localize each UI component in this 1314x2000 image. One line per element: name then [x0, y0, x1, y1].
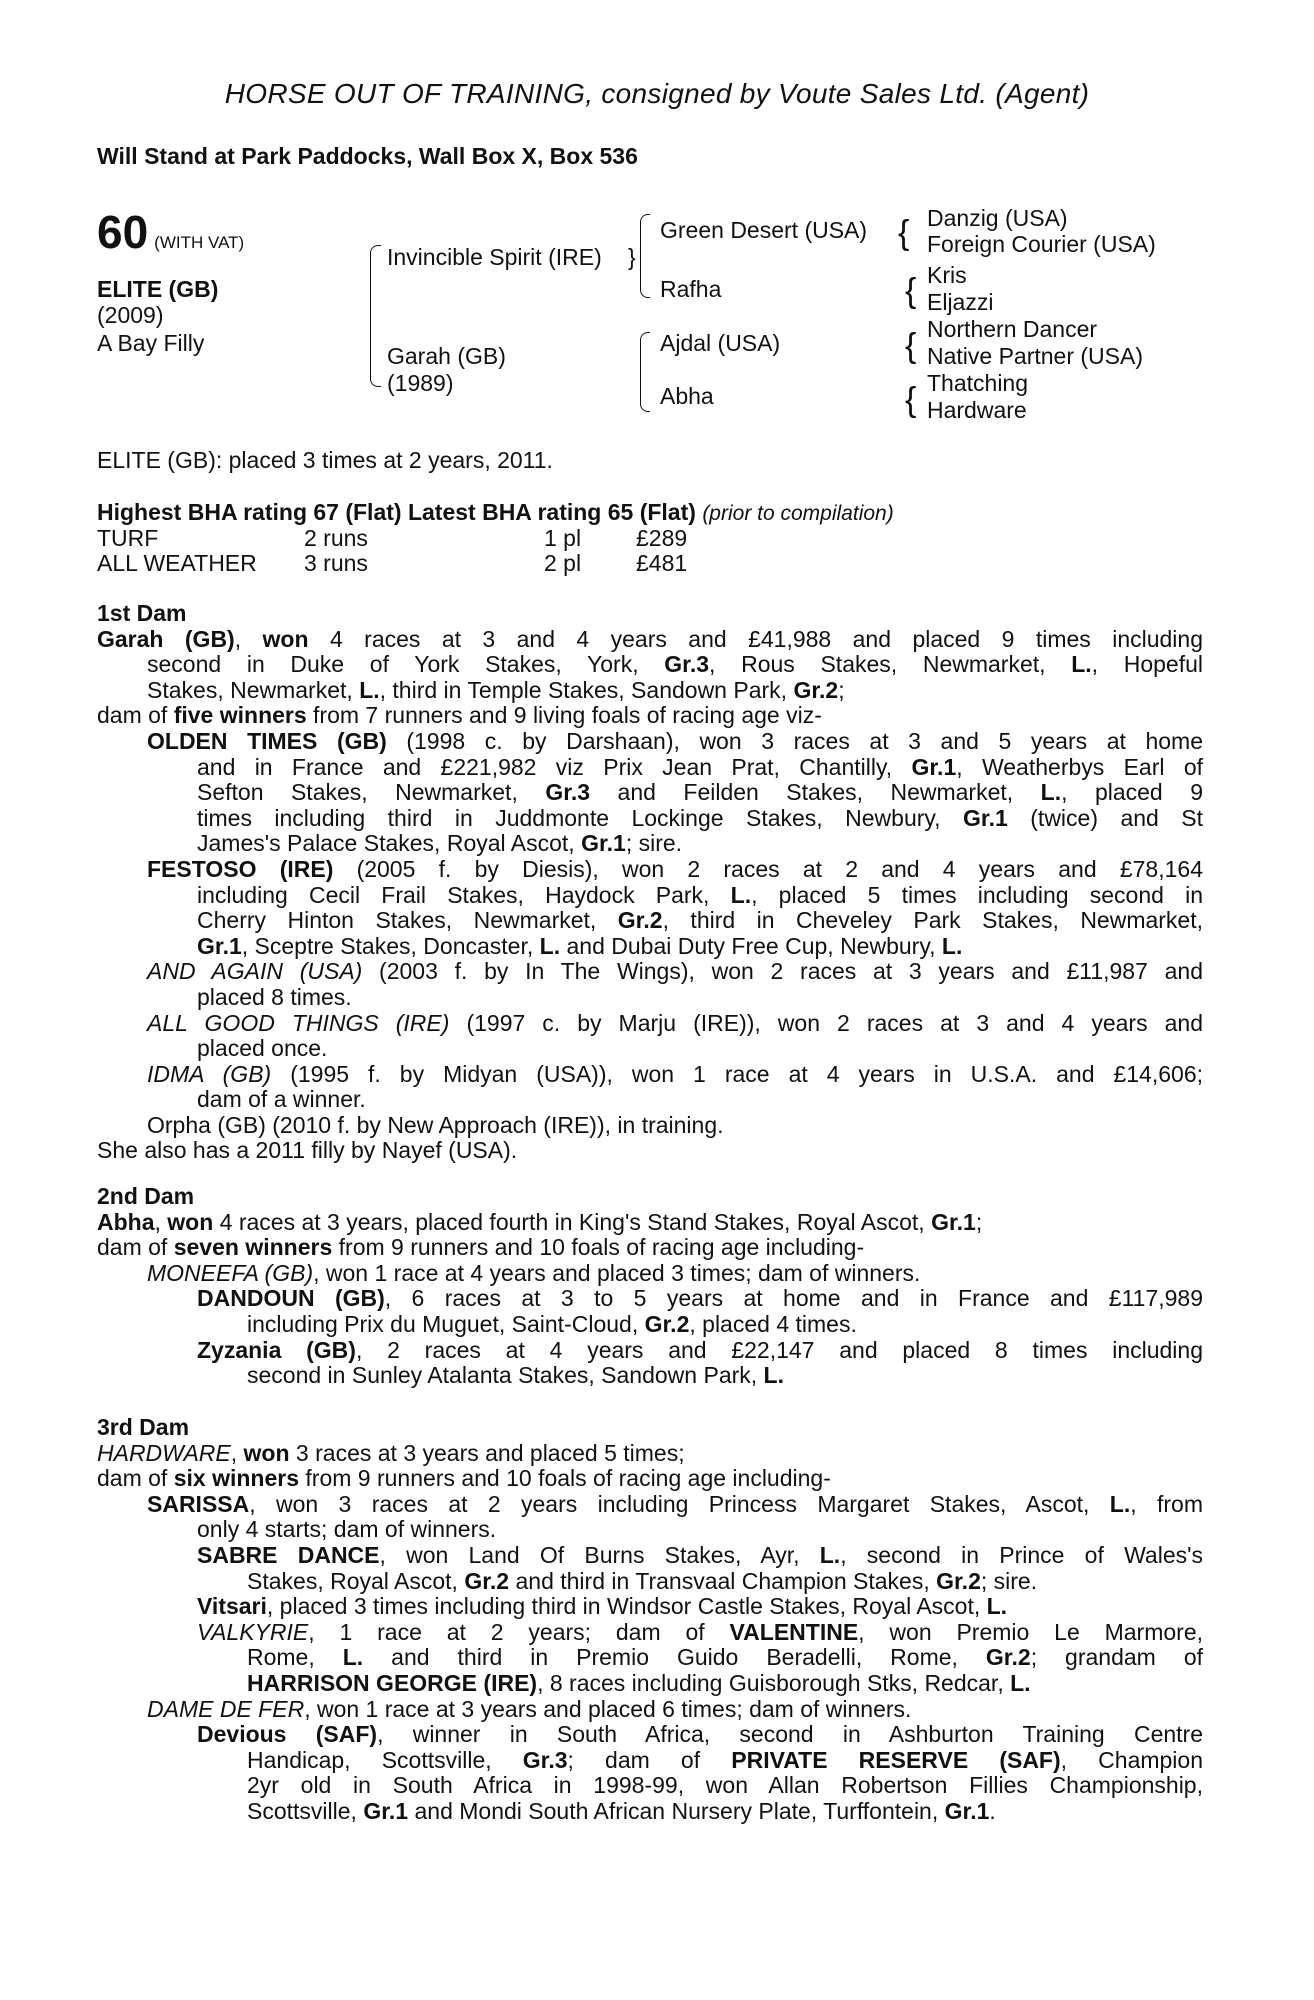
text-span: ; — [975, 1208, 983, 1235]
pedigree-sire-dam: Rafha — [660, 276, 722, 302]
text-span: L. — [539, 932, 561, 959]
text-line: She also has a 2011 filly by Nayef (USA). — [97, 1137, 518, 1164]
text-span: Gr.2 — [644, 1310, 690, 1337]
text-span: and Feilden Stakes, Newmarket, — [590, 779, 1041, 806]
race-record-table — [97, 526, 687, 576]
text-span: L. — [1109, 1490, 1131, 1517]
text-span: Gr.1 — [197, 932, 242, 959]
text-span: , 2 races at 4 years and £22,147 and placed 8 times including — [355, 1336, 1203, 1363]
text-span: L. — [1010, 1669, 1031, 1696]
race-summary: ELITE (GB): placed 3 times at 2 years, 2011. — [97, 447, 553, 473]
text-span: , won 3 races at 2 years including Princess Margaret Stakes, Ascot, — [249, 1490, 1110, 1517]
text-span: from 9 runners and 10 foals of racing age including- — [332, 1234, 865, 1261]
text-span: , 1 race at 2 years; dam of — [308, 1618, 730, 1645]
text-span: (twice) and St — [1007, 804, 1204, 831]
text-span: , 8 races including Guisborough Stks, Redcar, — [537, 1669, 1011, 1696]
text-span: and in France and £221,982 viz Prix Jean Prat, Chantilly, — [197, 753, 912, 780]
pedigree-gg3: Kris — [927, 262, 967, 288]
text-line — [97, 1210, 1203, 1236]
text-span: Gr.2 — [464, 1567, 510, 1594]
pedigree-gg2: Foreign Courier (USA) — [927, 231, 1156, 257]
lot-number-block — [97, 205, 244, 259]
text-line — [97, 1748, 1203, 1774]
text-line: only 4 starts; dam of winners. — [197, 1516, 497, 1543]
text-span: ; sire. — [625, 830, 683, 857]
text-span: won — [167, 1208, 214, 1235]
text-line — [97, 1312, 1203, 1338]
text-span: ; grandam of — [1030, 1644, 1203, 1671]
text-span: DANDOUN (GB) — [197, 1285, 385, 1312]
pedigree-gg6: Native Partner (USA) — [927, 343, 1144, 369]
text-line — [97, 755, 1203, 781]
page-title: HORSE OUT OF TRAINING, consigned by Voute Sales Ltd. (Agent) — [224, 78, 1090, 109]
text-span: SARISSA — [147, 1490, 250, 1517]
text-line — [97, 1363, 1203, 1389]
text-line — [97, 1697, 1203, 1723]
text-span: Gr.2 — [985, 1644, 1031, 1671]
text-span: Abha — [97, 1208, 155, 1235]
text-span: (1995 f. by Midyan (USA)), won 1 race at 4 years in U.S.A. and £14,606; — [271, 1060, 1204, 1087]
text-span: HARRISON GEORGE (IRE) — [247, 1669, 538, 1696]
text-span: , placed 4 times. — [689, 1310, 857, 1337]
text-span: . — [989, 1797, 996, 1824]
text-span: FESTOSO (IRE) — [147, 855, 334, 882]
text-span: James's Palace Stakes, Royal Ascot, — [197, 830, 582, 857]
text-line — [97, 1235, 1203, 1261]
text-span: VALENTINE — [729, 1618, 859, 1645]
text-span: , — [230, 1439, 244, 1466]
pedigree-brace — [370, 245, 381, 387]
second-dam-section — [97, 1184, 1203, 1389]
pedigree-brace — [640, 332, 650, 412]
ratings-text: Highest BHA rating 67 (Flat) Latest BHA rating 65 (Flat) — [97, 499, 696, 525]
text-span: five winners — [173, 702, 307, 729]
pedigree-gg8: Hardware — [927, 397, 1027, 423]
text-line — [97, 1799, 1203, 1825]
table-row — [97, 526, 687, 551]
text-span: SABRE DANCE — [197, 1541, 380, 1568]
text-span: , Sceptre Stakes, Doncaster, — [241, 932, 540, 959]
text-line — [97, 1569, 1203, 1595]
text-span: Sefton Stakes, Newmarket, — [197, 779, 546, 806]
pedigree-dam: Garah (GB) — [387, 343, 506, 369]
text-line: placed once. — [197, 1035, 328, 1062]
text-span: including Prix du Muguet, Saint-Cloud, — [247, 1310, 645, 1337]
text-span: L. — [763, 1362, 784, 1389]
text-line — [97, 1594, 1203, 1620]
text-span: , third in Temple Stakes, Sandown Park, — [379, 676, 794, 703]
text-span: PRIVATE RESERVE (SAF) — [731, 1746, 1061, 1773]
text-span: L. — [1040, 779, 1062, 806]
pedigree-brace: { — [905, 272, 917, 310]
text-line — [97, 678, 1203, 704]
text-line — [97, 1286, 1203, 1312]
text-span: 4 races at 3 and 4 years and £41,988 and placed 9 times including — [308, 625, 1203, 652]
text-span: , placed 9 — [1061, 779, 1203, 806]
text-span: Stakes, Newmarket, — [147, 676, 360, 703]
text-line — [97, 883, 1203, 909]
text-span: including Cecil Frail Stakes, Haydock Park, — [197, 881, 731, 908]
text-line — [97, 703, 1203, 729]
text-span: seven winners — [173, 1234, 333, 1261]
text-span: AND AGAIN (USA) — [147, 958, 363, 985]
text-line: dam of a winner. — [197, 1086, 366, 1113]
table-row — [97, 551, 687, 576]
text-span: 3 races at 3 years and placed 5 times; — [289, 1439, 685, 1466]
text-span: Gr.1 — [931, 1208, 976, 1235]
section-heading: 2nd Dam — [97, 1183, 195, 1209]
text-span: and Dubai Duty Free Cup, Newbury, — [560, 932, 942, 959]
text-span: (1998 c. by Darshaan), won 3 races at 3 and 5 years at home — [386, 727, 1203, 754]
text-span: , winner in South Africa, second in Ashburton Training Centre — [377, 1721, 1203, 1748]
text-line — [97, 1492, 1203, 1518]
text-span: Vitsari — [197, 1593, 267, 1620]
text-line — [97, 729, 1203, 755]
pedigree-dam-sire: Ajdal (USA) — [660, 330, 781, 356]
text-line — [97, 1645, 1203, 1671]
lot-number: 60 — [97, 206, 149, 258]
text-span: , third in Cheveley Park Stakes, Newmarket, — [662, 907, 1204, 934]
horse-year: (2009) — [97, 302, 164, 328]
text-span: VALKYRIE — [197, 1618, 309, 1645]
pedigree-gg1: Danzig (USA) — [927, 205, 1068, 231]
text-line: Orpha (GB) (2010 f. by New Approach (IRE)), in training. — [147, 1111, 724, 1138]
text-span: from 7 runners and 9 living foals of racing age viz- — [306, 702, 822, 729]
text-line — [97, 652, 1203, 678]
text-span: , won Premio Le Marmore, — [858, 1618, 1204, 1645]
text-span: ALL GOOD THINGS (IRE) — [147, 1009, 450, 1036]
text-span: IDMA (GB) — [147, 1060, 272, 1087]
section-heading: 1st Dam — [97, 600, 187, 626]
text-span: Gr.1 — [363, 1797, 409, 1824]
pedigree-dam-dam: Abha — [660, 383, 714, 409]
text-line — [97, 1338, 1203, 1364]
text-line — [97, 780, 1203, 806]
text-span: won — [262, 625, 309, 652]
text-span: and Mondi South African Nursery Plate, Turffontein, — [408, 1797, 945, 1824]
text-span: dam of — [97, 1234, 174, 1261]
pedigree-brace: { — [905, 327, 917, 365]
record-runs: 2 runs — [304, 525, 368, 551]
stand-location: Will Stand at Park Paddocks, Wall Box X, Box 536 — [97, 143, 638, 169]
record-placed: 2 pl — [544, 550, 582, 576]
text-span: DAME DE FER — [147, 1695, 305, 1722]
text-span: , placed 5 times including second in — [751, 881, 1203, 908]
text-line — [97, 1671, 1203, 1697]
text-span: , Weatherbys Earl of — [956, 753, 1203, 780]
record-runs: 3 runs — [304, 550, 368, 576]
section-heading: 3rd Dam — [97, 1414, 190, 1440]
text-line: placed 8 times. — [197, 983, 352, 1010]
text-line — [97, 1011, 1203, 1037]
text-span: ; sire. — [980, 1567, 1038, 1594]
text-span: HARDWARE — [97, 1439, 231, 1466]
text-span: Gr.2 — [793, 676, 839, 703]
text-span: L. — [359, 676, 380, 703]
text-span: 4 races at 3 years, placed fourth in King's Stand Stakes, Royal Ascot, — [213, 1208, 932, 1235]
text-span: , Rous Stakes, Newmarket, — [709, 651, 1072, 678]
text-span: L. — [1071, 651, 1092, 678]
text-span: Gr.1 — [581, 830, 626, 857]
pedigree-brace: { — [898, 214, 910, 252]
text-span: , placed 3 times including third in Windsor Castle Stakes, Royal Ascot, — [266, 1593, 987, 1620]
text-span: , from — [1130, 1490, 1204, 1517]
pedigree-gg4: Eljazzi — [927, 289, 994, 315]
text-line — [97, 959, 1203, 985]
text-line — [97, 857, 1203, 883]
record-surface: TURF — [97, 525, 159, 551]
text-span: Gr.1 — [911, 753, 957, 780]
text-span: ; — [838, 676, 845, 703]
text-span: Handicap, Scottsville, — [247, 1746, 523, 1773]
text-span: OLDEN TIMES (GB) — [147, 727, 387, 754]
text-span: L. — [730, 881, 752, 908]
third-dam-section — [97, 1415, 1203, 1825]
text-span: , Hopeful — [1091, 651, 1203, 678]
text-span: , won 1 race at 3 years and placed 6 times; dam of winners. — [304, 1695, 912, 1722]
pedigree-sire-sire: Green Desert (USA) — [660, 217, 868, 243]
text-span: Gr.1 — [944, 1797, 990, 1824]
text-span: Zyzania (GB) — [197, 1336, 356, 1363]
text-span: , Champion — [1060, 1746, 1204, 1773]
text-span: , won 1 race at 4 years and placed 3 times; dam of winners. — [313, 1259, 921, 1286]
text-span: Devious (SAF) — [197, 1721, 378, 1748]
pedigree-sire: Invincible Spirit (IRE) — [387, 244, 602, 270]
text-span: times including third in Juddmonte Lockinge Stakes, Newbury, — [197, 804, 964, 831]
text-span: , — [234, 625, 263, 652]
text-line — [97, 831, 1203, 857]
text-span: L. — [819, 1541, 841, 1568]
text-span: Gr.2 — [617, 907, 663, 934]
record-surface: ALL WEATHER — [97, 550, 257, 576]
text-span: second in Sunley Atalanta Stakes, Sandown Park, — [247, 1362, 764, 1389]
text-span: Gr.2 — [936, 1567, 981, 1594]
text-span: won — [243, 1439, 290, 1466]
text-span: Rome, — [247, 1644, 343, 1671]
text-span: ; dam of — [567, 1746, 732, 1773]
text-span: second in Duke of York Stakes, York, — [147, 651, 665, 678]
record-prize: £481 — [636, 550, 688, 576]
record-placed: 1 pl — [544, 525, 582, 551]
text-span: (1997 c. by Marju (IRE)), won 2 races at 3 and 4 years and — [449, 1009, 1203, 1036]
pedigree-dam-year: (1989) — [387, 370, 454, 396]
text-line — [97, 1620, 1203, 1646]
pedigree-gg5: Northern Dancer — [927, 316, 1098, 342]
text-line — [97, 627, 1203, 653]
lot-vat: (WITH VAT) — [154, 233, 245, 252]
text-span: L. — [986, 1593, 1008, 1620]
text-span: L. — [941, 932, 963, 959]
text-span: , — [154, 1208, 168, 1235]
text-span: Gr.1 — [963, 804, 1008, 831]
pedigree-connector: } — [628, 244, 636, 270]
text-span: , 6 races at 3 to 5 years at home and in France and £117,989 — [384, 1285, 1203, 1312]
text-span: from 9 runners and 10 foals of racing age including- — [299, 1465, 831, 1492]
text-span: (2003 f. by In The Wings), won 2 races at 3 years and £11,987 and — [362, 958, 1203, 985]
bha-ratings — [97, 499, 894, 526]
text-span: dam of — [97, 1465, 174, 1492]
text-line — [97, 908, 1203, 934]
text-span: , won Land Of Burns Stakes, Ayr, — [379, 1541, 820, 1568]
text-span: Garah (GB) — [97, 625, 235, 652]
text-line — [97, 806, 1203, 832]
text-line — [97, 1466, 1203, 1492]
text-span: Gr.3 — [664, 651, 710, 678]
text-line — [97, 1261, 1203, 1287]
record-prize: £289 — [636, 525, 688, 551]
horse-name: ELITE (GB) — [97, 276, 219, 302]
text-span: Scottsville, — [247, 1797, 364, 1824]
pedigree-brace: { — [905, 381, 917, 419]
text-line — [97, 1722, 1203, 1748]
text-span: Stakes, Royal Ascot, — [247, 1567, 465, 1594]
text-span: Gr.3 — [545, 779, 591, 806]
text-line — [97, 1062, 1203, 1088]
text-span: MONEEFA (GB) — [147, 1259, 314, 1286]
pedigree-gg7: Thatching — [927, 370, 1029, 396]
pedigree-brace — [640, 214, 650, 298]
text-span: and third in Premio Guido Beradelli, Rome, — [363, 1644, 986, 1671]
text-line — [97, 934, 1203, 960]
text-span: (2005 f. by Diesis), won 2 races at 2 and 4 years and £78,164 — [333, 855, 1203, 882]
text-span: L. — [342, 1644, 364, 1671]
text-line — [97, 1441, 1203, 1467]
text-span: six winners — [173, 1465, 299, 1492]
text-span: dam of — [97, 702, 174, 729]
text-span: and third in Transvaal Champion Stakes, — [509, 1567, 937, 1594]
text-span: , second in Prince of Wales's — [840, 1541, 1204, 1568]
first-dam-section — [97, 601, 1203, 1164]
text-line — [97, 1543, 1203, 1569]
text-line: 2yr old in South Africa in 1998-99, won Allan Robertson Fillies Championship, — [247, 1772, 1203, 1799]
ratings-note: (prior to compilation) — [702, 502, 894, 525]
horse-description: A Bay Filly — [97, 330, 205, 356]
text-span: Gr.3 — [522, 1746, 568, 1773]
text-span: Cherry Hinton Stakes, Newmarket, — [197, 907, 618, 934]
